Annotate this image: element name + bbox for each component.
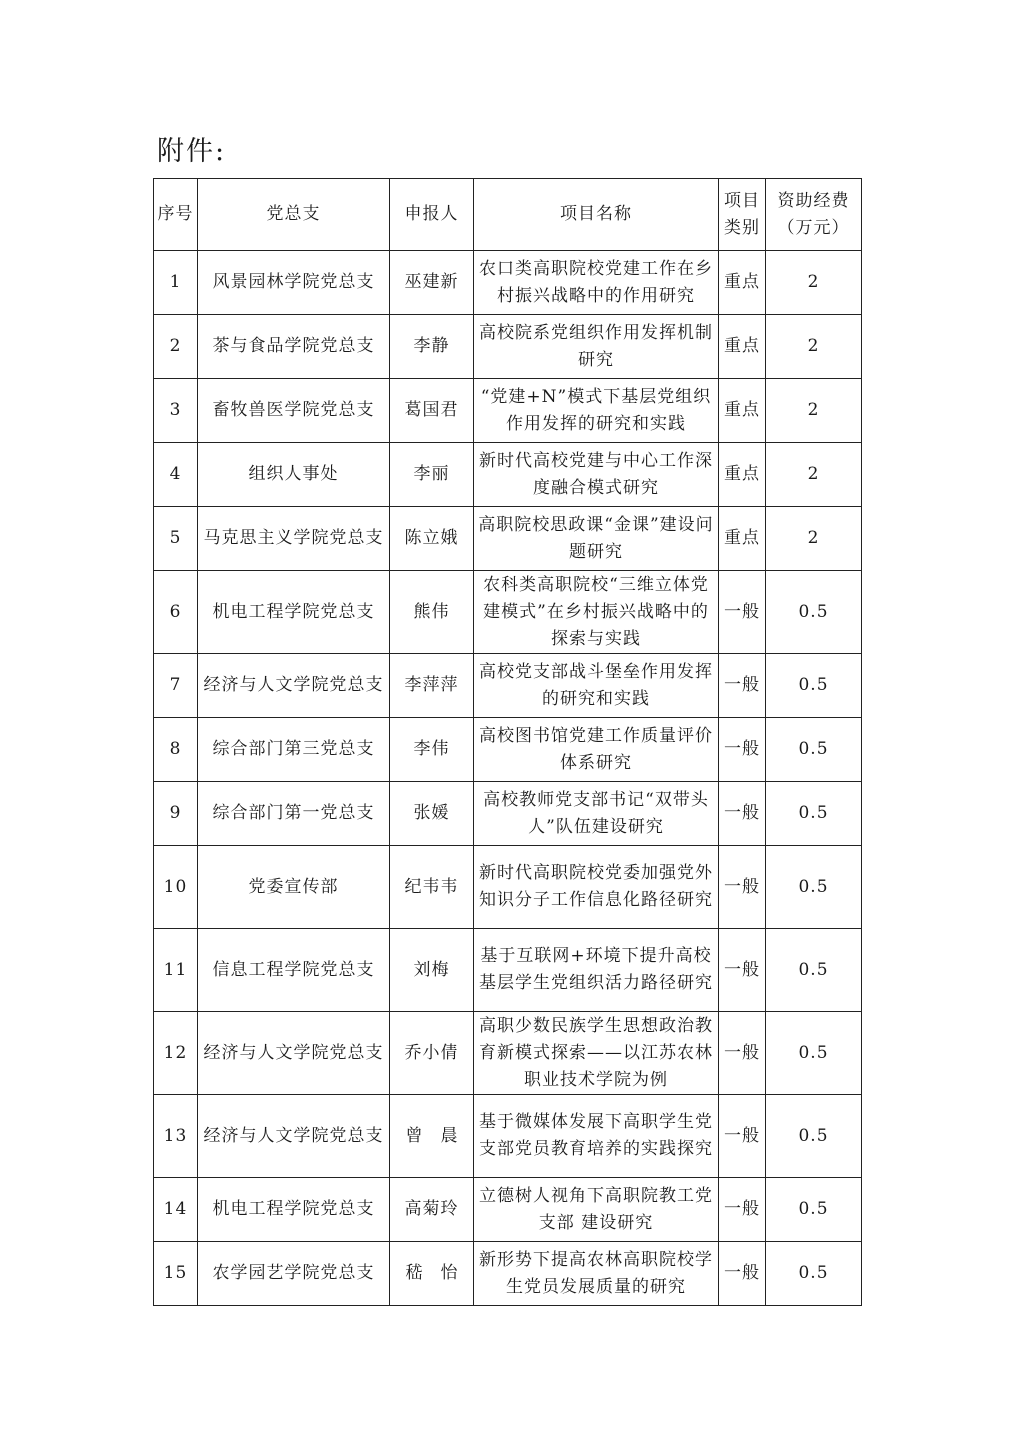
cell-branch bbox=[198, 929, 390, 1012]
cell-category-text: 一般 bbox=[724, 1263, 760, 1283]
cell-funding bbox=[766, 443, 862, 507]
cell-project bbox=[474, 1242, 719, 1306]
cell-branch bbox=[198, 315, 390, 379]
cell-branch-text: 经济与人文学院党总支 bbox=[203, 1042, 384, 1063]
cell-category-text: 重点 bbox=[724, 464, 760, 484]
cell-branch-text: 畜牧兽医学院党总支 bbox=[212, 400, 375, 420]
table-row bbox=[154, 1242, 862, 1306]
cell-category-text: 一般 bbox=[724, 1042, 760, 1063]
cell-project bbox=[474, 315, 719, 379]
cell-funding bbox=[766, 782, 862, 846]
cell-category bbox=[719, 654, 766, 718]
cell-index bbox=[154, 654, 198, 718]
cell-funding bbox=[766, 251, 862, 315]
cell-index-text: 14 bbox=[163, 1199, 188, 1219]
attachment-title: 附件: bbox=[157, 136, 227, 167]
cell-category bbox=[719, 1178, 766, 1242]
cell-branch bbox=[198, 718, 390, 782]
cell-category bbox=[719, 1095, 766, 1178]
col-header-index: 序号 bbox=[154, 179, 198, 251]
cell-branch bbox=[198, 571, 390, 654]
cell-index bbox=[154, 718, 198, 782]
cell-index-text: 13 bbox=[163, 1125, 188, 1146]
cell-funding-text: 0.5 bbox=[798, 739, 829, 759]
cell-branch bbox=[198, 251, 390, 315]
cell-category bbox=[719, 1242, 766, 1306]
cell-project-text: 高职院校思政课“金课”建设问题研究 bbox=[478, 514, 714, 562]
cell-branch-text: 风景园林学院党总支 bbox=[212, 272, 375, 292]
cell-project bbox=[474, 1178, 719, 1242]
cell-branch-text: 综合部门第一党总支 bbox=[212, 803, 375, 823]
table-row bbox=[154, 929, 862, 1012]
cell-project-text: 高校院系党组织作用发挥机制研究 bbox=[479, 322, 713, 370]
cell-index bbox=[154, 782, 198, 846]
cell-index bbox=[154, 315, 198, 379]
table-row bbox=[154, 443, 862, 507]
cell-branch bbox=[198, 782, 390, 846]
cell-project-text: 高校党支部战斗堡垒作用发挥的研究和实践 bbox=[479, 661, 713, 709]
cell-branch bbox=[198, 379, 390, 443]
col-header-project: 项目名称 bbox=[474, 179, 719, 251]
cell-funding bbox=[766, 379, 862, 443]
cell-applicant-text: 乔小倩 bbox=[404, 1042, 459, 1063]
cell-category-text: 重点 bbox=[724, 528, 760, 548]
cell-category-text: 重点 bbox=[724, 336, 760, 356]
cell-applicant bbox=[390, 443, 474, 507]
col-header-category bbox=[719, 179, 766, 251]
cell-applicant bbox=[390, 251, 474, 315]
cell-applicant-text: 葛国君 bbox=[404, 400, 459, 420]
cell-index-text: 4 bbox=[169, 464, 182, 484]
cell-category bbox=[719, 782, 766, 846]
cell-index bbox=[154, 1095, 198, 1178]
cell-applicant bbox=[390, 315, 474, 379]
cell-applicant bbox=[390, 929, 474, 1012]
col-header-branch: 党总支 bbox=[198, 179, 390, 251]
table-row bbox=[154, 1095, 862, 1178]
cell-applicant bbox=[390, 507, 474, 571]
cell-project-text: 农口类高职院校党建工作在乡村振兴战略中的作用研究 bbox=[479, 258, 713, 306]
cell-funding bbox=[766, 315, 862, 379]
cell-branch-text: 机电工程学院党总支 bbox=[212, 601, 375, 622]
cell-project bbox=[474, 379, 719, 443]
cell-applicant-text: 刘梅 bbox=[413, 959, 450, 980]
table-header-row bbox=[154, 179, 862, 251]
col-header-funding-line2: （万元） bbox=[777, 217, 850, 238]
cell-applicant bbox=[390, 846, 474, 929]
cell-branch-text: 机电工程学院党总支 bbox=[212, 1199, 375, 1219]
cell-applicant-text: 纪韦韦 bbox=[404, 876, 459, 897]
col-header-funding-line1: 资助经费 bbox=[777, 190, 850, 211]
table-row bbox=[154, 654, 862, 718]
cell-funding bbox=[766, 718, 862, 782]
cell-applicant bbox=[390, 1095, 474, 1178]
cell-branch bbox=[198, 654, 390, 718]
cell-index-text: 10 bbox=[163, 876, 188, 897]
cell-funding-text: 0.5 bbox=[798, 876, 829, 897]
cell-funding-text: 0.5 bbox=[798, 1042, 829, 1063]
cell-project-text: 基于互联网+环境下提升高校基层学生党组织活力路径研究 bbox=[479, 946, 713, 993]
cell-index-text: 9 bbox=[169, 803, 182, 823]
cell-project-text: 高校图书馆党建工作质量评价体系研究 bbox=[479, 725, 713, 773]
cell-funding-text: 0.5 bbox=[798, 675, 829, 695]
table-row bbox=[154, 782, 862, 846]
cell-applicant bbox=[390, 571, 474, 654]
table-row bbox=[154, 718, 862, 782]
cell-project-text: “党建+N”模式下基层党组织作用发挥的研究和实践 bbox=[480, 386, 712, 434]
cell-funding bbox=[766, 1012, 862, 1095]
cell-applicant-text: 李静 bbox=[413, 336, 450, 356]
cell-funding bbox=[766, 846, 862, 929]
cell-project bbox=[474, 507, 719, 571]
cell-funding bbox=[766, 654, 862, 718]
cell-applicant-text: 陈立娥 bbox=[404, 528, 459, 548]
cell-funding-text: 2 bbox=[807, 336, 820, 356]
cell-index bbox=[154, 1012, 198, 1095]
cell-category bbox=[719, 846, 766, 929]
cell-branch bbox=[198, 846, 390, 929]
cell-category bbox=[719, 379, 766, 443]
cell-category bbox=[719, 718, 766, 782]
cell-funding-text: 0.5 bbox=[798, 959, 829, 980]
cell-branch-text: 综合部门第三党总支 bbox=[212, 739, 375, 759]
cell-index-text: 3 bbox=[169, 400, 182, 420]
cell-project bbox=[474, 1095, 719, 1178]
table-row bbox=[154, 571, 862, 654]
cell-index bbox=[154, 1178, 198, 1242]
cell-project bbox=[474, 654, 719, 718]
cell-applicant bbox=[390, 718, 474, 782]
col-header-category-line2: 类别 bbox=[724, 217, 760, 238]
cell-index bbox=[154, 571, 198, 654]
cell-category-text: 一般 bbox=[724, 876, 760, 897]
col-header-funding bbox=[766, 179, 862, 251]
cell-category bbox=[719, 507, 766, 571]
cell-funding-text: 0.5 bbox=[798, 1125, 829, 1146]
cell-category-text: 一般 bbox=[724, 959, 760, 980]
cell-branch bbox=[198, 507, 390, 571]
cell-project bbox=[474, 571, 719, 654]
cell-funding bbox=[766, 929, 862, 1012]
project-table bbox=[153, 178, 862, 1306]
cell-applicant-text: 李伟 bbox=[413, 739, 450, 759]
cell-branch bbox=[198, 1178, 390, 1242]
cell-project-text: 新时代高职院校党委加强党外知识分子工作信息化路径研究 bbox=[479, 863, 713, 910]
cell-project bbox=[474, 846, 719, 929]
cell-category-text: 重点 bbox=[724, 400, 760, 420]
cell-category-text: 一般 bbox=[724, 601, 760, 622]
cell-applicant bbox=[390, 1178, 474, 1242]
cell-funding-text: 2 bbox=[807, 272, 820, 292]
table-body bbox=[154, 251, 862, 1306]
col-header-category-line1: 项目 bbox=[724, 190, 760, 211]
cell-applicant-text: 李萍萍 bbox=[404, 675, 459, 695]
cell-project-text: 高职少数民族学生思想政治教育新模式探索——以江苏农林职业技术学院为例 bbox=[479, 1015, 713, 1090]
cell-index-text: 8 bbox=[169, 739, 182, 759]
cell-category-text: 一般 bbox=[724, 803, 760, 823]
cell-index-text: 2 bbox=[169, 336, 182, 356]
cell-applicant-text: 李丽 bbox=[413, 464, 450, 484]
cell-branch-text: 马克思主义学院党总支 bbox=[203, 528, 384, 548]
cell-applicant-text: 熊伟 bbox=[413, 601, 450, 622]
cell-project bbox=[474, 718, 719, 782]
cell-project-text: 立德树人视角下高职院教工党支部 建设研究 bbox=[479, 1185, 713, 1233]
cell-applicant-text: 张媛 bbox=[413, 803, 450, 823]
cell-funding-text: 2 bbox=[807, 464, 820, 484]
cell-applicant-text: 巫建新 bbox=[404, 272, 459, 292]
cell-applicant bbox=[390, 379, 474, 443]
cell-funding-text: 0.5 bbox=[798, 803, 829, 823]
cell-index bbox=[154, 443, 198, 507]
cell-category bbox=[719, 1012, 766, 1095]
cell-branch-text: 经济与人文学院党总支 bbox=[203, 1125, 384, 1146]
cell-applicant-text: 高菊玲 bbox=[404, 1199, 459, 1219]
cell-applicant bbox=[390, 1012, 474, 1095]
cell-applicant bbox=[390, 1242, 474, 1306]
cell-funding bbox=[766, 1242, 862, 1306]
cell-project-text: 基于微媒体发展下高职学生党支部党员教育培养的实践探究 bbox=[479, 1112, 713, 1159]
cell-funding bbox=[766, 1178, 862, 1242]
cell-branch-text: 茶与食品学院党总支 bbox=[212, 336, 375, 356]
cell-category-text: 一般 bbox=[724, 675, 760, 695]
cell-category bbox=[719, 315, 766, 379]
cell-category-text: 一般 bbox=[724, 739, 760, 759]
cell-category-text: 一般 bbox=[724, 1199, 760, 1219]
cell-index bbox=[154, 251, 198, 315]
cell-index bbox=[154, 929, 198, 1012]
cell-index-text: 7 bbox=[169, 675, 182, 695]
cell-category bbox=[719, 929, 766, 1012]
cell-funding bbox=[766, 571, 862, 654]
cell-index-text: 6 bbox=[169, 601, 182, 622]
cell-category bbox=[719, 443, 766, 507]
table-row bbox=[154, 251, 862, 315]
table-row bbox=[154, 315, 862, 379]
cell-project-text: 高校教师党支部书记“双带头人”队伍建设研究 bbox=[483, 789, 709, 837]
cell-project-text: 新形势下提高农林高职院校学生党员发展质量的研究 bbox=[479, 1249, 713, 1297]
table-row bbox=[154, 1012, 862, 1095]
table-row bbox=[154, 1178, 862, 1242]
cell-project-text: 农科类高职院校“三维立体党建模式”在乡村振兴战略中的探索与实践 bbox=[483, 574, 709, 649]
cell-applicant bbox=[390, 782, 474, 846]
cell-applicant bbox=[390, 654, 474, 718]
cell-funding-text: 0.5 bbox=[798, 601, 829, 622]
cell-branch-text: 农学园艺学院党总支 bbox=[212, 1263, 375, 1283]
cell-index-text: 5 bbox=[169, 528, 182, 548]
cell-branch-text: 组织人事处 bbox=[248, 464, 339, 484]
cell-funding-text: 2 bbox=[807, 400, 820, 420]
table-row bbox=[154, 846, 862, 929]
table-row bbox=[154, 379, 862, 443]
cell-index bbox=[154, 507, 198, 571]
cell-funding bbox=[766, 1095, 862, 1178]
cell-index bbox=[154, 846, 198, 929]
cell-project bbox=[474, 1012, 719, 1095]
cell-category-text: 重点 bbox=[724, 272, 760, 292]
table-row bbox=[154, 507, 862, 571]
cell-funding-text: 2 bbox=[807, 528, 820, 548]
cell-branch bbox=[198, 1012, 390, 1095]
cell-applicant-text: 嵇怡 bbox=[405, 1263, 476, 1283]
cell-branch-text: 党委宣传部 bbox=[248, 876, 339, 897]
cell-category bbox=[719, 251, 766, 315]
cell-index-text: 11 bbox=[163, 959, 188, 980]
cell-branch-text: 信息工程学院党总支 bbox=[212, 959, 375, 980]
cell-applicant-text: 曾晨 bbox=[405, 1125, 476, 1146]
cell-index-text: 12 bbox=[163, 1042, 188, 1063]
cell-funding-text: 0.5 bbox=[798, 1199, 829, 1219]
cell-project-text: 新时代高校党建与中心工作深度融合模式研究 bbox=[479, 450, 713, 498]
cell-index bbox=[154, 1242, 198, 1306]
cell-branch bbox=[198, 443, 390, 507]
cell-branch bbox=[198, 1095, 390, 1178]
cell-category bbox=[719, 571, 766, 654]
cell-funding-text: 0.5 bbox=[798, 1263, 829, 1283]
cell-funding bbox=[766, 507, 862, 571]
cell-index-text: 15 bbox=[163, 1263, 188, 1283]
cell-project bbox=[474, 443, 719, 507]
cell-branch-text: 经济与人文学院党总支 bbox=[203, 675, 384, 695]
cell-branch bbox=[198, 1242, 390, 1306]
cell-index-text: 1 bbox=[169, 272, 182, 292]
cell-project bbox=[474, 782, 719, 846]
col-header-applicant: 申报人 bbox=[390, 179, 474, 251]
cell-category-text: 一般 bbox=[724, 1125, 760, 1146]
cell-project bbox=[474, 251, 719, 315]
cell-project bbox=[474, 929, 719, 1012]
cell-index bbox=[154, 379, 198, 443]
